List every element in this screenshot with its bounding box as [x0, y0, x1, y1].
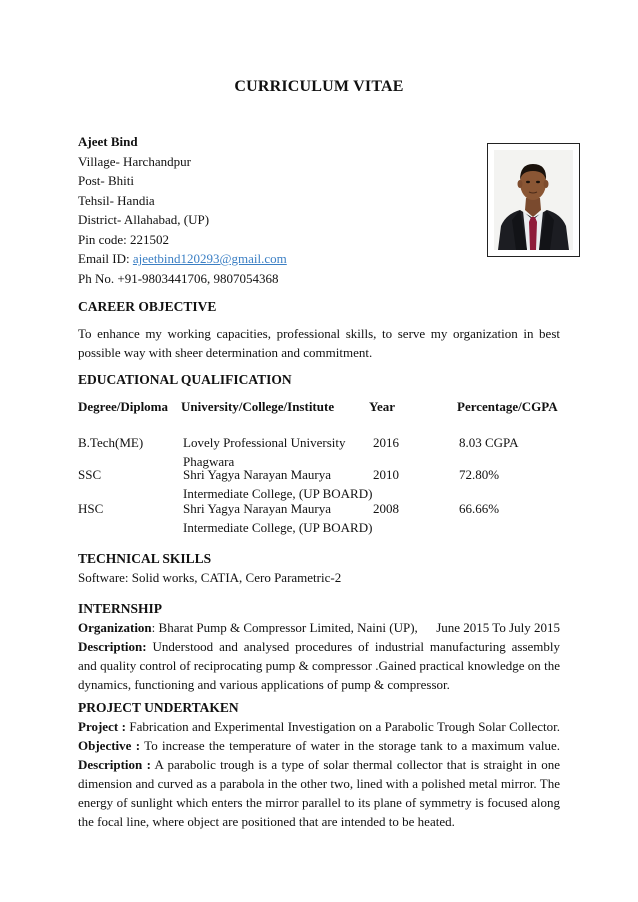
internship-description [78, 637, 560, 694]
degree-cell: SSC [78, 467, 102, 482]
career-objective-text: To enhance my working capacities, professional skills, to serve my organization in best possible way with sheer determination and commitment. [78, 326, 560, 360]
objective-text: To increase the temperature of water in the storage tank to a maximum value. [140, 738, 560, 753]
career-objective-section [78, 297, 560, 316]
degree-cell: HSC [78, 501, 104, 516]
address-village: Village- Harchandpur [78, 153, 191, 169]
year-cell: 2016 [373, 435, 399, 450]
organization-value: : Bharat Pump & Compressor Limited, Naini (UP), [151, 620, 418, 635]
technical-skills-section [78, 549, 560, 587]
phone-line: Ph No. +91-9803441706, 9807054368 [78, 270, 279, 286]
internship-description-text: Understood and analysed procedures of industrial manufacturing assembly and quality control of reciprocating pump & compressor .Gained practical knowledge on the dynamics, functioning and various applications of pump & compressor. [78, 639, 560, 692]
address-post: Post- Bhiti [78, 173, 134, 188]
year-cell: 2010 [373, 467, 399, 482]
education-row [78, 465, 560, 503]
objective-label: Objective : [78, 738, 141, 753]
project-title-text: Fabrication and Experimental Investigation on a Parabolic Trough Solar Collector. [125, 719, 560, 734]
education-heading: EDUCATIONAL QUALIFICATION [78, 372, 292, 387]
email-label: Email ID: [78, 251, 133, 266]
column-header-institute: University/College/Institute [181, 399, 335, 414]
score-cell: 8.03 CGPA [459, 435, 519, 450]
project-description-text: A parabolic trough is a type of solar thermal collector that is straight in one dimension and curved as a parabola in the other two, lined with a polished metal mirror. The energy of sunlight which enters the mirror parallel to its plane of symmetry is focused along the focal line, where object are positioned that are intended to be heated. [78, 757, 560, 829]
portrait-image [494, 150, 573, 250]
technical-skills-heading: TECHNICAL SKILLS [78, 551, 212, 566]
score-cell: 72.80% [459, 467, 500, 482]
internship-description-label: Description: [78, 639, 147, 654]
email-link[interactable]: ajeetbind120293@gmail.com [132, 251, 287, 266]
institute-line-1: Lovely Professional University [183, 435, 346, 450]
career-objective-heading: CAREER OBJECTIVE [78, 299, 217, 314]
institute-line-1: Shri Yagya Narayan Maurya [183, 467, 332, 482]
education-table-header [78, 397, 560, 417]
project-label: Project : [78, 719, 126, 734]
degree-cell: B.Tech(ME) [78, 435, 144, 450]
project-objective-line [78, 736, 560, 755]
candidate-name: Ajeet Bind [78, 134, 138, 149]
project-title-line [78, 717, 560, 736]
column-header-score: Percentage/CGPA [457, 399, 558, 414]
project-description [78, 755, 560, 831]
internship-dates: June 2015 To July 2015 [436, 620, 560, 635]
institute-line-2: Phagwara [183, 454, 235, 469]
organization-label: Organization [78, 620, 152, 635]
profile-photo [487, 143, 580, 257]
project-heading: PROJECT UNDERTAKEN [78, 700, 239, 715]
institute-line-1: Shri Yagya Narayan Maurya [183, 501, 332, 516]
organization-text [78, 618, 418, 637]
internship-heading: INTERNSHIP [78, 601, 163, 616]
score-cell: 66.66% [459, 501, 500, 516]
year-cell: 2008 [373, 501, 399, 516]
education-row [78, 499, 560, 537]
column-header-degree: Degree/Diploma [78, 399, 169, 414]
column-header-year: Year [369, 399, 395, 414]
institute-cell [183, 465, 372, 503]
pin-code: Pin code: 221502 [78, 231, 169, 247]
project-description-label: Description : [78, 757, 151, 772]
email-line [78, 249, 458, 269]
internship-section [78, 599, 560, 694]
contact-block [78, 132, 458, 288]
address-tehsil: Tehsil- Handia [78, 192, 155, 208]
institute-cell [183, 499, 372, 537]
address-district: District- Allahabad, (UP) [78, 212, 210, 227]
education-section [78, 370, 560, 389]
page-title: CURRICULUM VITAE [234, 78, 404, 95]
project-section [78, 698, 560, 831]
institute-line-2: Intermediate College, (UP BOARD) [183, 520, 373, 535]
technical-skills-text: Software: Solid works, CATIA, Cero Parametric-2 [78, 570, 342, 585]
institute-line-2: Intermediate College, (UP BOARD) [183, 486, 373, 501]
internship-organization-line [78, 618, 560, 637]
